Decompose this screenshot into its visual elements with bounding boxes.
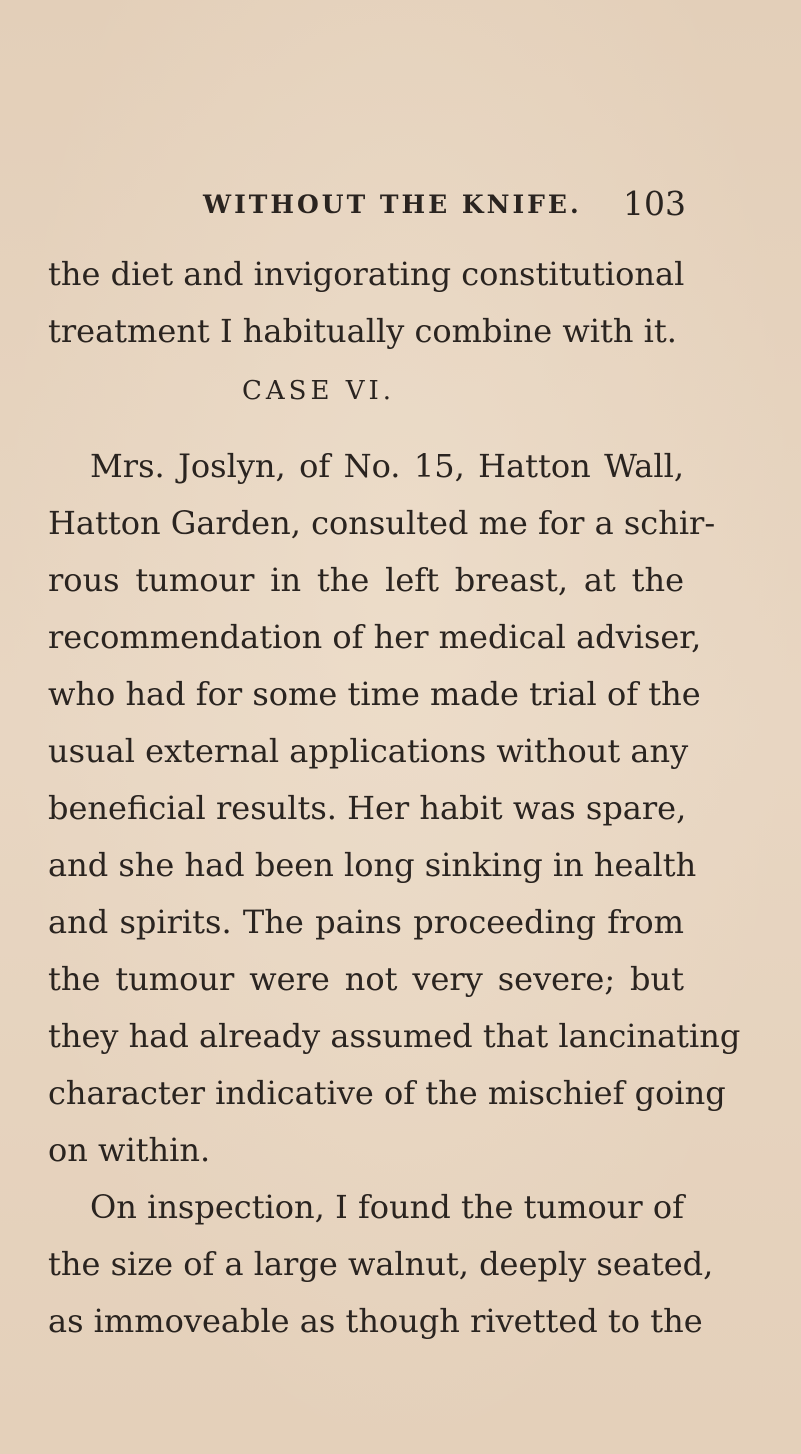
text-line: usual external applications without any bbox=[48, 732, 689, 770]
running-title: WITHOUT THE KNIFE. bbox=[203, 190, 582, 219]
text-line: who had for some time made trial of the bbox=[48, 675, 701, 713]
text-line: rous tumour in the left breast, at the bbox=[48, 561, 684, 599]
text-line: Mrs. Joslyn, of No. 15, Hatton Wall, bbox=[90, 447, 684, 485]
text-line: recommendation of her medical adviser, bbox=[48, 618, 702, 656]
text-line: beneficial results. Her habit was spare, bbox=[48, 789, 687, 827]
text-line: Hatton Garden, consulted me for a schir- bbox=[48, 504, 716, 542]
text-line: treatment I habitually combine with it. bbox=[48, 312, 677, 350]
running-head bbox=[0, 184, 801, 230]
page-number: 103 bbox=[623, 184, 686, 223]
text-line: on within. bbox=[48, 1131, 211, 1169]
text-line: the size of a large walnut, deeply seated, bbox=[48, 1245, 714, 1283]
text-line: the tumour were not very severe; but bbox=[48, 960, 684, 998]
text-line: the diet and invigorating constitutional bbox=[48, 255, 685, 293]
text-line: and spirits. The pains proceeding from bbox=[48, 903, 684, 941]
case-heading: CASE VI. bbox=[242, 376, 396, 406]
text-line: as immoveable as though rivetted to the bbox=[48, 1302, 703, 1340]
text-line: they had already assumed that lancinating bbox=[48, 1017, 741, 1055]
text-line: character indicative of the mischief going bbox=[48, 1074, 726, 1112]
text-line: On inspection, I found the tumour of bbox=[90, 1188, 684, 1226]
text-line: and she had been long sinking in health bbox=[48, 846, 697, 884]
